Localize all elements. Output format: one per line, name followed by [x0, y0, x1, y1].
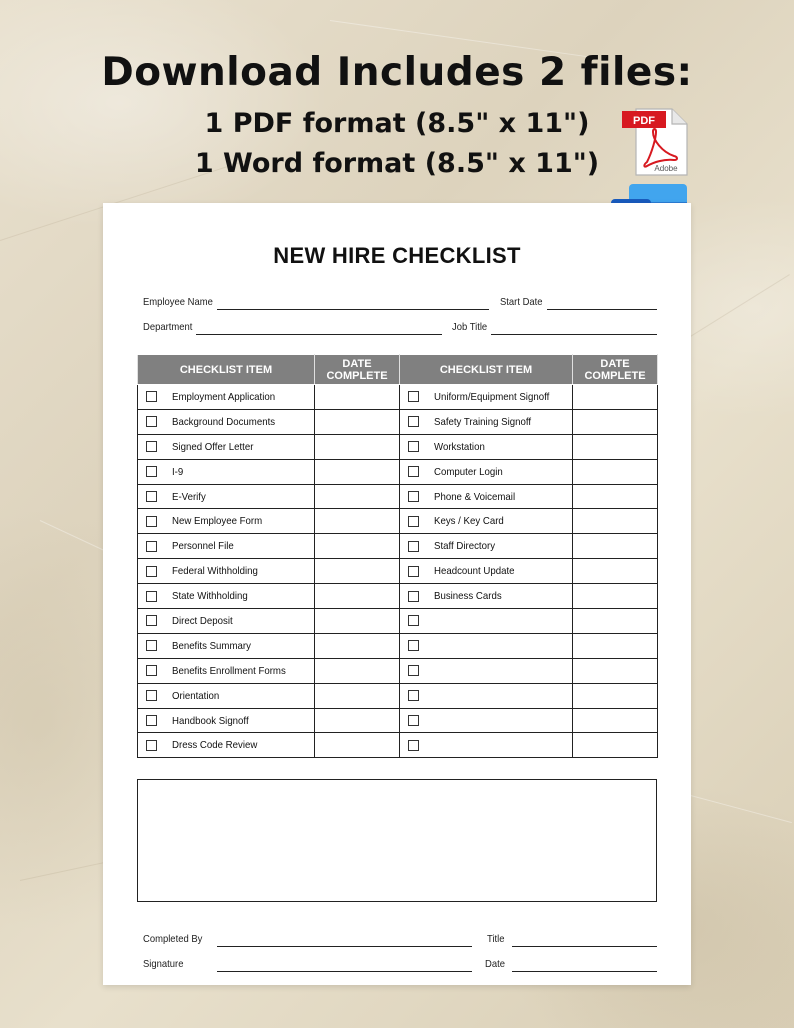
- date-complete-cell-left[interactable]: [315, 609, 400, 634]
- date-complete-cell-right[interactable]: [573, 459, 658, 484]
- completed-by-field[interactable]: [217, 946, 472, 947]
- checklist-item-label: Handbook Signoff: [172, 714, 249, 727]
- date-complete-cell-right[interactable]: [573, 609, 658, 634]
- table-row: [138, 633, 658, 658]
- checkbox[interactable]: [408, 516, 419, 527]
- checkbox[interactable]: [146, 491, 157, 502]
- checklist-item-right: [400, 683, 573, 708]
- checklist-item-right: [400, 534, 573, 559]
- checkbox[interactable]: [146, 541, 157, 552]
- checklist-item-label: Personnel File: [172, 540, 234, 553]
- checkbox[interactable]: [408, 566, 419, 577]
- checklist-item-label: Business Cards: [434, 590, 502, 603]
- checklist-item-right: [400, 609, 573, 634]
- table-row: [138, 484, 658, 509]
- checkbox[interactable]: [408, 665, 419, 676]
- checkbox[interactable]: [408, 391, 419, 402]
- table-row: [138, 409, 658, 434]
- date-complete-cell-left[interactable]: [315, 658, 400, 683]
- checklist-item-right: [400, 708, 573, 733]
- checkbox[interactable]: [408, 640, 419, 651]
- checkbox[interactable]: [408, 441, 419, 452]
- title-label: Title: [487, 933, 505, 945]
- completed-by-label: Completed By: [143, 933, 203, 945]
- checklist-item-left: [138, 534, 315, 559]
- date-complete-cell-left[interactable]: [315, 434, 400, 459]
- checklist-item-label: Background Documents: [172, 415, 276, 428]
- department-field[interactable]: [196, 334, 442, 335]
- header-checklist-item-right: CHECKLIST ITEM: [400, 355, 573, 385]
- checklist-item-left: [138, 633, 315, 658]
- date-complete-cell-left[interactable]: [315, 559, 400, 584]
- table-row: [138, 459, 658, 484]
- date-complete-cell-right[interactable]: [573, 559, 658, 584]
- date-complete-cell-left[interactable]: [315, 459, 400, 484]
- pdf-brand-text: Adobe: [654, 164, 678, 173]
- checklist-item-right: [400, 385, 573, 410]
- date-complete-cell-left[interactable]: [315, 683, 400, 708]
- checklist-sheet: [103, 203, 691, 985]
- date-complete-cell-right[interactable]: [573, 708, 658, 733]
- checklist-item-label: Keys / Key Card: [434, 515, 504, 528]
- header-checklist-item-left: CHECKLIST ITEM: [138, 355, 315, 385]
- checklist-item-right: [400, 484, 573, 509]
- checklist-item-left: [138, 509, 315, 534]
- department-label: Department: [143, 321, 193, 333]
- checklist-table: [137, 354, 658, 758]
- header-date-complete-left: DATE COMPLETE: [315, 355, 400, 385]
- table-row: [138, 434, 658, 459]
- checklist-item-left: [138, 559, 315, 584]
- banner-word-line: 1 Word format (8.5" x 11"): [194, 148, 600, 179]
- checkbox[interactable]: [146, 391, 157, 402]
- checklist-item-right: [400, 733, 573, 758]
- checklist-item-label: Dress Code Review: [172, 739, 258, 752]
- checklist-item-label: Phone & Voicemail: [434, 490, 516, 503]
- checklist-item-right: [400, 434, 573, 459]
- checklist-item-label: Staff Directory: [434, 540, 496, 553]
- checkbox[interactable]: [408, 466, 419, 477]
- checklist-item-right: [400, 658, 573, 683]
- employee-name-label: Employee Name: [143, 296, 213, 308]
- checklist-item-label: Direct Deposit: [172, 614, 233, 627]
- checklist-item-left: [138, 484, 315, 509]
- table-row: [138, 385, 658, 410]
- start-date-label: Start Date: [500, 296, 543, 308]
- checklist-item-label: State Withholding: [172, 590, 248, 603]
- checklist-item-label: Safety Training Signoff: [434, 415, 532, 428]
- date-complete-cell-left[interactable]: [315, 584, 400, 609]
- date-complete-cell-right[interactable]: [573, 385, 658, 410]
- banner-headline: Download Includes 2 files:: [101, 50, 693, 95]
- table-row: [138, 658, 658, 683]
- table-row: [138, 708, 658, 733]
- checkbox[interactable]: [146, 665, 157, 676]
- checkbox[interactable]: [146, 591, 157, 602]
- table-row: [138, 733, 658, 758]
- pdf-badge-text: PDF: [633, 115, 655, 127]
- date-complete-cell-right[interactable]: [573, 534, 658, 559]
- checklist-item-label: I-9: [172, 465, 184, 478]
- date-complete-cell-right[interactable]: [573, 409, 658, 434]
- table-row: [138, 559, 658, 584]
- checklist-item-left: [138, 409, 315, 434]
- signature-field[interactable]: [217, 971, 472, 972]
- checklist-item-right: [400, 509, 573, 534]
- checklist-item-left: [138, 683, 315, 708]
- job-title-label: Job Title: [452, 321, 488, 333]
- checklist-item-label: Benefits Summary: [172, 639, 251, 652]
- checkbox[interactable]: [146, 640, 157, 651]
- checklist-item-left: [138, 708, 315, 733]
- checkbox[interactable]: [408, 541, 419, 552]
- checklist-item-right: [400, 409, 573, 434]
- checklist-item-left: [138, 434, 315, 459]
- date-label: Date: [485, 958, 505, 970]
- employee-name-field[interactable]: [217, 309, 489, 310]
- date-complete-cell-right[interactable]: [573, 658, 658, 683]
- date-complete-cell-left[interactable]: [315, 633, 400, 658]
- checkbox[interactable]: [408, 491, 419, 502]
- checklist-item-right: [400, 633, 573, 658]
- checklist-item-left: [138, 584, 315, 609]
- date-complete-cell-left[interactable]: [315, 534, 400, 559]
- date-complete-cell-right[interactable]: [573, 683, 658, 708]
- checkbox[interactable]: [408, 690, 419, 701]
- checkbox[interactable]: [146, 740, 157, 751]
- date-complete-cell-left[interactable]: [315, 484, 400, 509]
- checkbox[interactable]: [408, 615, 419, 626]
- date-complete-cell-right[interactable]: [573, 509, 658, 534]
- checkbox[interactable]: [408, 715, 419, 726]
- pdf-file-icon: [622, 108, 688, 176]
- job-title-field[interactable]: [491, 334, 657, 335]
- header-date-complete-right: DATE COMPLETE: [573, 355, 658, 385]
- table-row: [138, 683, 658, 708]
- checkbox[interactable]: [146, 416, 157, 427]
- checklist-item-label: Orientation: [172, 689, 220, 702]
- date-complete-cell-right[interactable]: [573, 733, 658, 758]
- checklist-item-label: Employment Application: [172, 390, 276, 403]
- banner-pdf-line: 1 PDF format (8.5" x 11"): [204, 108, 590, 139]
- checkbox[interactable]: [146, 715, 157, 726]
- checkbox[interactable]: [146, 690, 157, 701]
- checklist-item-left: [138, 658, 315, 683]
- start-date-field[interactable]: [547, 309, 657, 310]
- table-row: [138, 609, 658, 634]
- date-complete-cell-left[interactable]: [315, 385, 400, 410]
- checklist-item-label: Signed Offer Letter: [172, 440, 254, 453]
- date-complete-cell-right[interactable]: [573, 484, 658, 509]
- date-complete-cell-right[interactable]: [573, 434, 658, 459]
- checklist-item-label: New Employee Form: [172, 515, 263, 528]
- table-row: [138, 584, 658, 609]
- checklist-item-label: Federal Withholding: [172, 565, 258, 578]
- checklist-item-left: [138, 609, 315, 634]
- checkbox[interactable]: [408, 591, 419, 602]
- checkbox[interactable]: [408, 740, 419, 751]
- date-complete-cell-right[interactable]: [573, 633, 658, 658]
- checklist-item-right: [400, 584, 573, 609]
- checklist-item-label: Computer Login: [434, 465, 503, 478]
- signature-label: Signature: [143, 958, 184, 970]
- checklist-item-right: [400, 559, 573, 584]
- checklist-item-left: [138, 733, 315, 758]
- checklist-item-label: E-Verify: [172, 490, 206, 503]
- notes-box[interactable]: [137, 779, 657, 902]
- checklist-item-label: Uniform/Equipment Signoff: [434, 390, 550, 403]
- checklist-item-label: Headcount Update: [434, 565, 515, 578]
- checklist-item-label: Workstation: [434, 440, 485, 453]
- checkbox[interactable]: [146, 615, 157, 626]
- checklist-item-right: [400, 459, 573, 484]
- date-complete-cell-left[interactable]: [315, 733, 400, 758]
- date-complete-cell-left[interactable]: [315, 509, 400, 534]
- table-row: [138, 509, 658, 534]
- date-complete-cell-left[interactable]: [315, 409, 400, 434]
- checkbox[interactable]: [146, 516, 157, 527]
- table-row: [138, 534, 658, 559]
- date-field[interactable]: [512, 971, 657, 972]
- checkbox[interactable]: [146, 466, 157, 477]
- form-title: NEW HIRE CHECKLIST: [273, 243, 521, 268]
- checkbox[interactable]: [146, 566, 157, 577]
- date-complete-cell-left[interactable]: [315, 708, 400, 733]
- checklist-item-left: [138, 385, 315, 410]
- date-complete-cell-right[interactable]: [573, 584, 658, 609]
- checkbox[interactable]: [408, 416, 419, 427]
- checklist-item-left: [138, 459, 315, 484]
- checklist-item-label: Benefits Enrollment Forms: [172, 664, 286, 677]
- title-field[interactable]: [512, 946, 657, 947]
- checkbox[interactable]: [146, 441, 157, 452]
